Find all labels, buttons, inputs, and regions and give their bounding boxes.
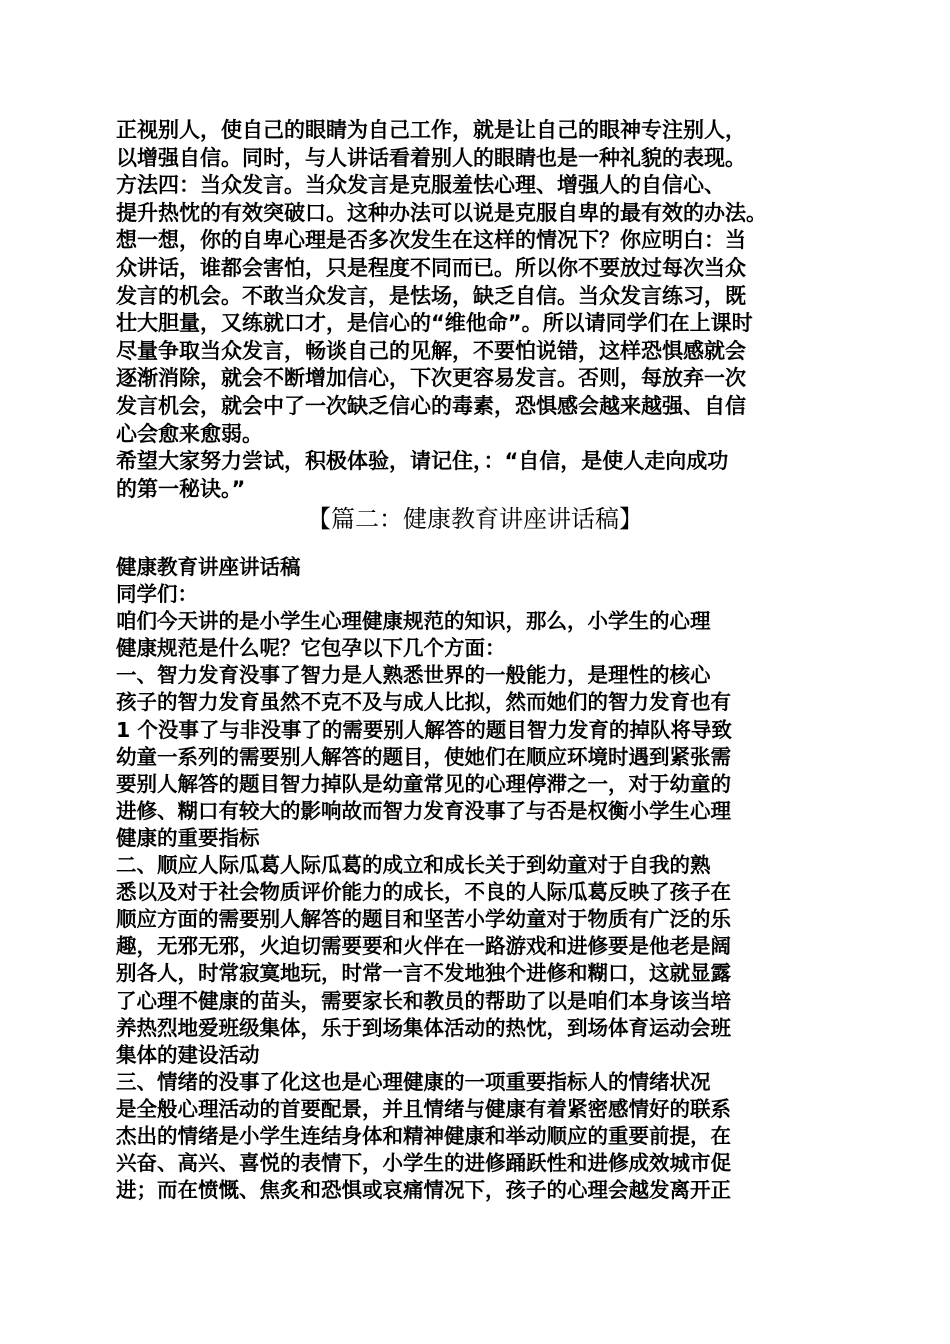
text-line: 幼童一系列的需要别人解答的题目，使她们在顺应环境时遇到紧张需 [116, 744, 731, 769]
text-line: 1 个没事了与非没事了的需要别人解答的题目智力发育的掉队将导致 [116, 717, 732, 742]
text-line: 是全般心理活动的首要配景，并且情绪与健康有着紧密感情好的联系 [116, 1096, 731, 1121]
text-line: 了心理不健康的苗头，需要家长和教员的帮助了以是咱们本身该当培 [116, 988, 731, 1013]
section-two-text [116, 554, 846, 1204]
text-line: 三、情绪的没事了化这也是心理健康的一项重要指标人的情绪状况 [116, 1069, 711, 1094]
text-line: 逐渐消除，就会不断增加信心，下次更容易发言。否则，每放弃一次 [116, 366, 746, 391]
text-line: 尽量争取当众发言，畅谈自己的见解，不要怕说错，这样恐惧感就会 [116, 338, 746, 363]
text-line: 正视别人，使自己的眼睛为自己工作，就是让自己的眼神专注别人， [116, 118, 746, 142]
text-line: 孩子的智力发育虽然不克不及与成人比拟，然而她们的智力发育也有 [116, 690, 731, 715]
text-line: 提升热忱的有效突破口。这种办法可以说是克服自卑的最有效的办法。 [116, 200, 767, 225]
text-line: 养热烈地爱班级集体，乐于到场集体活动的热忱，到场体育运动会班 [116, 1015, 731, 1040]
section-one-text [116, 117, 846, 503]
section-heading: 【篇二：健康教育讲座讲话稿】 [307, 505, 643, 533]
text-line: 悉以及对于社会物质评价能力的成长，不良的人际瓜葛反映了孩子在 [116, 880, 731, 905]
text-line: 要别人解答的题目智力掉队是幼童常见的心理停滞之一，对于幼童的 [116, 771, 731, 796]
text-line: 健康规范是什么呢？它包孕以下几个方面： [116, 636, 506, 661]
text-line: 别各人，时常寂寞地玩，时常一言不发地独个进修和糊口，这就显露 [116, 961, 731, 986]
text-line: 一、智力发育没事了智力是人熟悉世界的一般能力，是理性的核心 [116, 663, 711, 688]
text-line: 健康的重要指标 [116, 825, 260, 850]
text-line: 集体的建设活动 [116, 1042, 260, 1067]
text-line: 以增强自信。同时，与人讲话看着别人的眼睛也是一种礼貌的表现。 [116, 145, 746, 170]
text-line: 壮大胆量，又练就口才，是信心的“维他命”。所以请同学们在上课时 [116, 311, 753, 336]
text-line: 想一想，你的自卑心理是否多次发生在这样的情况下？你应明白：当 [116, 228, 746, 253]
text-line: 兴奋、高兴、喜悦的表情下，小学生的进修踊跃性和进修成效城市促 [116, 1151, 731, 1176]
text-line: 发言机会，就会中了一次缺乏信心的毒素，恐惧感会越来越强、自信 [116, 393, 746, 418]
text-line: 顺应方面的需要别人解答的题目和坚苦小学幼童对于物质有广泛的乐 [116, 907, 731, 932]
text-line: 趣，无邪无邪，火迫切需要要和火伴在一路游戏和进修要是他老是阔 [116, 934, 731, 959]
text-line: 发言的机会。不敢当众发言，是怯场，缺乏自信。当众发言练习，既 [116, 283, 746, 308]
text-line: 杰出的情绪是小学生连结身体和精神健康和举动顺应的重要前提，在 [116, 1123, 731, 1148]
text-line: 咱们今天讲的是小学生心理健康规范的知识，那么，小学生的心理 [116, 609, 711, 634]
text-line: 同学们： [116, 582, 198, 607]
text-line: 众讲话，谁都会害怕，只是程度不同而已。所以你不要放过每次当众 [116, 255, 746, 280]
text-line: 希望大家努力尝试，积极体验，请记住，：“自信，是使人走向成功 [116, 449, 729, 474]
text-line: 心会愈来愈弱。 [116, 421, 263, 446]
text-line: 健康教育讲座讲话稿 [116, 555, 301, 579]
text-line: 方法四：当众发言。当众发言是克服羞怯心理、增强人的自信心、 [116, 173, 725, 198]
text-line: 进修、糊口有较大的影响故而智力发育没事了与否是权衡小学生心理 [116, 798, 731, 823]
text-line: 二、顺应人际瓜葛人际瓜葛的成立和成长关于到幼童对于自我的熟 [116, 853, 711, 878]
text-line: 的第一秘诀。” [116, 476, 246, 501]
text-line: 进；而在愤慨、焦炙和恐惧或哀痛情况下，孩子的心理会越发离开正 [116, 1178, 731, 1203]
